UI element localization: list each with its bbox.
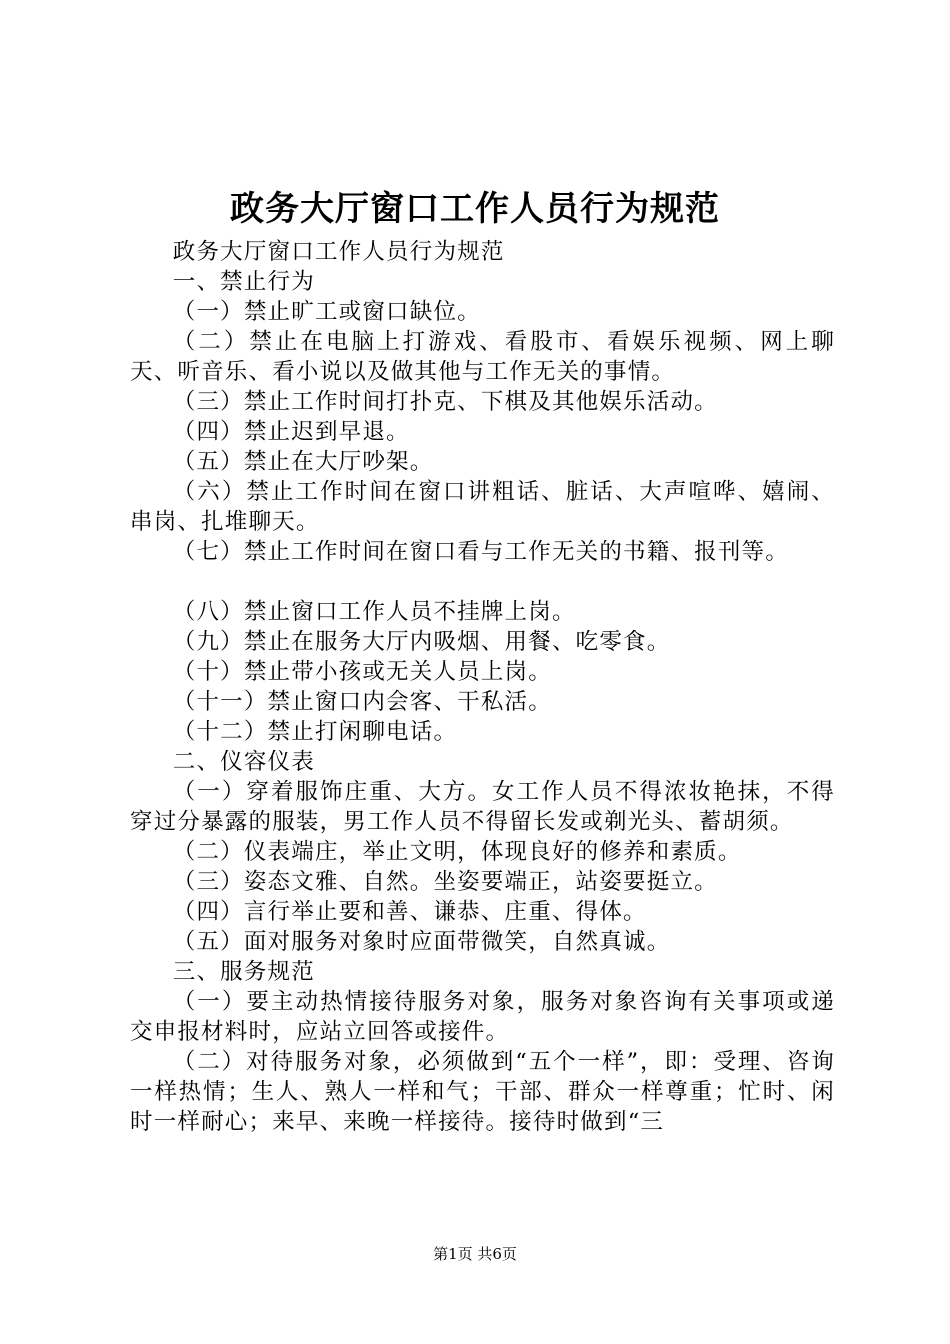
paragraph: （二）对待服务对象，必须做到“五个一样”，即：受理、咨询一样热情；生人、熟人一样和气；干部、群众一样尊重；忙时、闲时一样耐心；来早、来晚一样接待。接待时做到“三	[130, 1049, 835, 1135]
paragraph: （九）禁止在服务大厅内吸烟、用餐、吃零食。	[172, 629, 671, 655]
paragraph: （一）穿着服饰庄重、大方。女工作人员不得浓妆艳抹，不得穿过分暴露的服装，男工作人员不得留长发或剃光头、蓄胡须。	[130, 779, 835, 835]
paragraph: （一）禁止旷工或窗口缺位。	[172, 299, 481, 325]
paragraph: （五）禁止在大厅吵架。	[172, 449, 434, 475]
paragraph: （七）禁止工作时间在窗口看与工作无关的书籍、报刊等。	[172, 539, 789, 565]
paragraph: （三）禁止工作时间打扑克、下棋及其他娱乐活动。	[172, 389, 718, 415]
paragraph: （十二）禁止打闲聊电话。	[172, 719, 458, 745]
paragraph: （三）姿态文雅、自然。坐姿要端正，站姿要挺立。	[172, 869, 718, 895]
paragraph: （十一）禁止窗口内会客、干私活。	[172, 689, 552, 715]
paragraph: （四）言行举止要和善、谦恭、庄重、得体。	[172, 899, 647, 925]
document-title: 政务大厅窗口工作人员行为规范	[230, 189, 720, 229]
paragraph: （六）禁止工作时间在窗口讲粗话、脏话、大声喧哗、嬉闹、串岗、扎堆聊天。	[130, 479, 835, 535]
page-footer: 第1页 共6页	[433, 1245, 517, 1263]
section-heading-service: 三、服务规范	[172, 959, 315, 985]
paragraph: （四）禁止迟到早退。	[172, 419, 410, 445]
paragraph: （十）禁止带小孩或无关人员上岗。	[172, 659, 552, 685]
paragraph: （八）禁止窗口工作人员不挂牌上岗。	[172, 599, 576, 625]
blank-line	[130, 567, 835, 597]
paragraph-subtitle: 政务大厅窗口工作人员行为规范	[172, 239, 505, 265]
section-heading-prohibited: 一、禁止行为	[172, 269, 315, 295]
paragraph: （一）要主动热情接待服务对象，服务对象咨询有关事项或递交申报材料时，应站立回答或接件。	[130, 989, 835, 1045]
paragraph: （五）面对服务对象时应面带微笑，自然真诚。	[172, 929, 671, 955]
paragraph: （二）仪表端庄，举止文明，体现良好的修养和素质。	[172, 839, 742, 865]
section-heading-appearance: 二、仪容仪表	[172, 749, 315, 775]
document-body	[130, 237, 835, 1137]
paragraph: （二）禁止在电脑上打游戏、看股市、看娱乐视频、网上聊天、听音乐、看小说以及做其他与工作无关的事情。	[130, 329, 835, 385]
